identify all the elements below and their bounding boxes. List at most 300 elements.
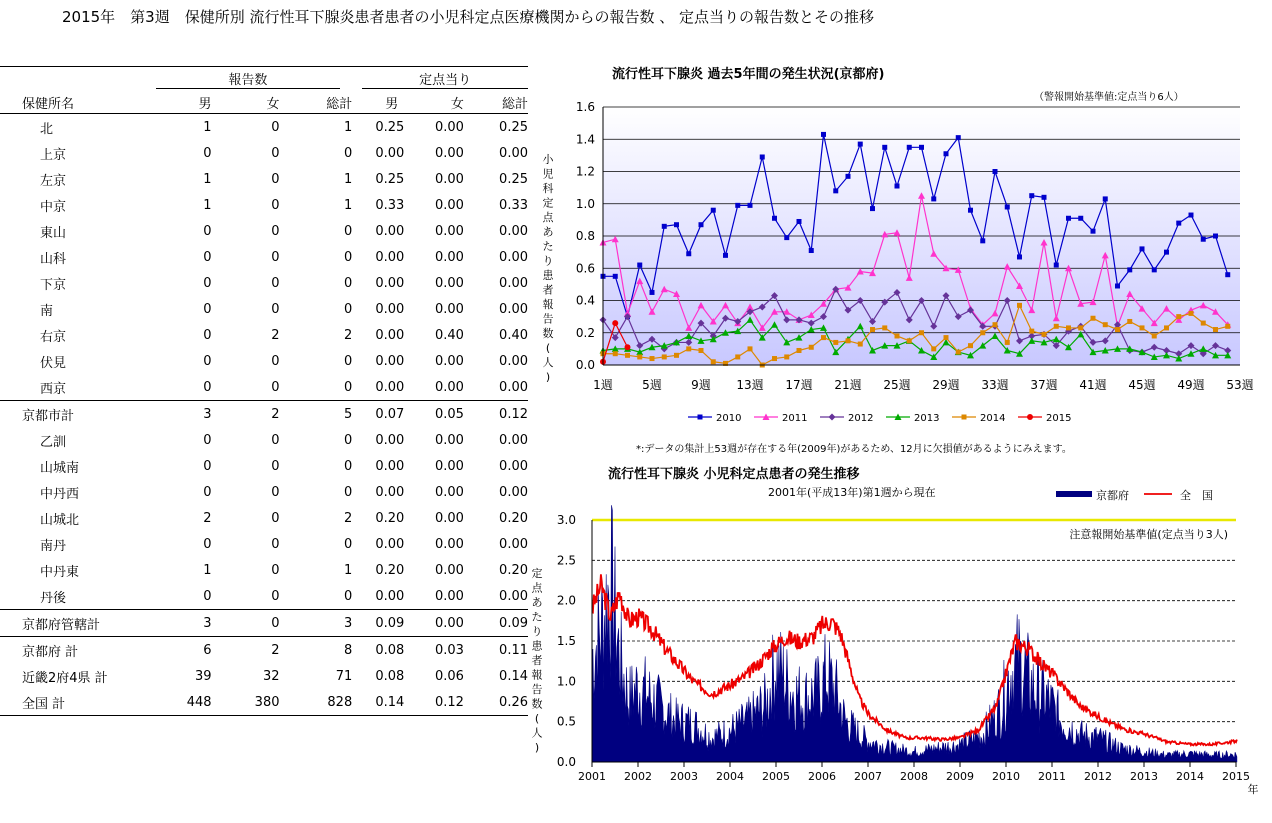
- row-name: 南: [40, 303, 54, 319]
- row-value: 0.00: [499, 145, 528, 161]
- svg-text:り: り: [531, 625, 543, 638]
- page-title: 2015年 第3週 保健所別 流行性耳下腺炎患者患者の小児科定点医療機関からの報告数 、 定点当りの報告数とその推移: [62, 8, 875, 26]
- row-value: 0.20: [499, 562, 528, 578]
- row-value: 1: [343, 197, 353, 213]
- row-name: 近畿2府4県 計: [22, 670, 108, 686]
- row-value: 1: [343, 119, 353, 135]
- row-value: 0.00: [434, 510, 464, 526]
- chart2-x-unit: 年: [1247, 783, 1259, 796]
- chart1-point: [797, 219, 802, 224]
- row-value: 0.25: [499, 119, 528, 135]
- row-value: 1: [203, 562, 212, 578]
- chart2-x-tick: 2014: [1176, 770, 1204, 783]
- chart1-x-tick: 13週: [736, 378, 764, 392]
- chart1-legend-label: 2012: [848, 413, 874, 424]
- row-value: 0: [203, 484, 212, 500]
- table-row: [0, 479, 528, 505]
- chart1-legend-label: 2011: [782, 413, 808, 424]
- row-value: 0.00: [375, 353, 405, 369]
- row-value: 0: [203, 353, 212, 369]
- chart1-point: [772, 356, 777, 361]
- row-value: 0: [343, 458, 353, 474]
- row-value: 0: [271, 119, 280, 135]
- chart1-point: [625, 353, 630, 358]
- chart1-legend-label: 2010: [716, 413, 742, 424]
- table-row: [0, 140, 528, 166]
- svg-text:告: 告: [542, 312, 554, 326]
- chart1-y-tick: 0.6: [575, 261, 595, 276]
- header-reports: 報告数: [156, 69, 341, 89]
- row-value: 0.00: [375, 275, 405, 291]
- chart1-point: [650, 356, 655, 361]
- row-value: 0: [271, 458, 280, 474]
- chart1-point: [748, 346, 753, 351]
- row-name: 東山: [40, 225, 67, 241]
- row-value: 0.00: [434, 145, 464, 161]
- chart1-point: [870, 206, 875, 211]
- row-value: 0: [271, 249, 280, 265]
- chart1-legend-label: 2014: [980, 413, 1006, 424]
- chart1-point: [870, 327, 875, 332]
- row-value: 0.07: [375, 406, 405, 422]
- svg-text:患: 患: [542, 269, 554, 282]
- chart1-point: [650, 290, 655, 295]
- row-name: 右京: [40, 329, 67, 345]
- chart1-x-tick: 37週: [1030, 378, 1058, 392]
- chart1-point: [1005, 340, 1010, 345]
- svg-text:): ): [545, 370, 551, 384]
- row-value: 0.33: [499, 197, 528, 213]
- chart1-footnote: *:データの集計上53週が存在する年(2009年)があるため、12月に欠損値があるようにみえます。: [636, 444, 1072, 455]
- chart1-point: [1091, 229, 1096, 234]
- chart1-point: [882, 145, 887, 150]
- chart1-point: [662, 224, 667, 229]
- table-row: [0, 453, 528, 479]
- row-name: 南丹: [40, 538, 67, 554]
- chart1-y-tick: 0.4: [575, 293, 595, 308]
- row-value: 0.08: [375, 642, 405, 658]
- chart2-legend-label: 京都府: [1096, 489, 1129, 502]
- row-value: 0.00: [434, 432, 464, 448]
- chart1-point: [907, 145, 912, 150]
- chart1-point: [1213, 234, 1218, 239]
- svg-text:科: 科: [542, 182, 554, 195]
- row-value: 0: [343, 249, 353, 265]
- chart1-point: [797, 348, 802, 353]
- row-value: 0: [271, 562, 280, 578]
- chart1-point: [858, 142, 863, 147]
- chart2-x-tick: 2005: [762, 770, 790, 783]
- chart1-point: [882, 325, 887, 330]
- row-name: 京都府管轄計: [0, 610, 156, 637]
- svg-text:報: 報: [531, 668, 543, 682]
- chart1-point: [956, 135, 961, 140]
- chart2-x-tick: 2012: [1084, 770, 1112, 783]
- chart1-point: [711, 208, 716, 213]
- chart2-x-tick: 2013: [1130, 770, 1158, 783]
- chart1-point: [809, 248, 814, 253]
- row-value: 0.00: [434, 353, 464, 369]
- chart1-y-tick: 1.6: [575, 100, 595, 114]
- chart1-point: [1225, 272, 1230, 277]
- chart2-legend-swatch-kyoto: [1056, 491, 1092, 497]
- chart1-point: [1103, 196, 1108, 201]
- chart1-x-tick: 5週: [642, 378, 662, 392]
- chart1-y-label: [543, 152, 555, 384]
- chart2-x-tick: 2004: [716, 770, 744, 783]
- row-value: 1: [203, 197, 212, 213]
- row-value: 0: [271, 301, 280, 317]
- row-value: 0.25: [375, 119, 405, 135]
- row-value: 0: [203, 327, 212, 343]
- chart2-subtitle: 2001年(平成13年)第1週から現在: [768, 486, 936, 499]
- chart1-point: [993, 322, 998, 327]
- chart1-point: [968, 208, 973, 213]
- chart1-point: [1201, 237, 1206, 242]
- row-value: 0.12: [499, 406, 528, 422]
- chart1-x-tick: 29週: [932, 378, 960, 392]
- row-value: 0.00: [434, 223, 464, 239]
- chart1-x-tick: 45週: [1128, 378, 1156, 392]
- row-value: 0: [343, 484, 353, 500]
- table-row: [0, 663, 528, 689]
- chart1-point: [613, 351, 618, 356]
- chart1-point: [1042, 332, 1047, 337]
- row-value: 0.00: [434, 458, 464, 474]
- table-row: [0, 689, 528, 716]
- row-value: 0: [343, 536, 353, 552]
- row-value: 0.00: [499, 458, 528, 474]
- chart1-x-tick: 25週: [883, 378, 911, 392]
- row-value: 0.00: [375, 536, 405, 552]
- column-header: 総計: [476, 91, 528, 114]
- column-header: 保健所名: [0, 91, 156, 114]
- row-value: 0.06: [434, 668, 464, 684]
- svg-text:り: り: [542, 254, 554, 268]
- row-value: 5: [343, 406, 353, 422]
- row-value: 0.00: [410, 610, 476, 637]
- chart1-legend-marker: [962, 415, 967, 420]
- row-value: 0: [271, 484, 280, 500]
- row-value: 0.20: [375, 562, 405, 578]
- svg-text:告: 告: [531, 683, 543, 696]
- svg-text:(: (: [534, 712, 540, 725]
- chart1-point: [1042, 195, 1047, 200]
- row-value: 0: [271, 510, 280, 526]
- chart1-point: [833, 340, 838, 345]
- chart1-point: [674, 353, 679, 358]
- svg-text:者: 者: [542, 283, 554, 297]
- row-value: 2: [343, 327, 353, 343]
- header-per-site: 定点当り: [362, 69, 528, 89]
- row-value: 0: [224, 374, 292, 401]
- chart1-point: [1115, 283, 1120, 288]
- table-row: [0, 114, 528, 141]
- chart1-point: [1066, 216, 1071, 221]
- row-value: 0: [271, 536, 280, 552]
- chart1-point: [858, 342, 863, 347]
- svg-text:患: 患: [531, 639, 543, 653]
- chart1-point: [1152, 267, 1157, 272]
- chart1-point: [1140, 325, 1145, 330]
- chart1-legend-marker: [829, 414, 836, 421]
- row-name: 山城南: [40, 460, 80, 476]
- row-value: 0: [343, 223, 353, 239]
- row-value: 71: [335, 668, 353, 684]
- row-name: 左京: [40, 173, 67, 189]
- svg-text:児: 児: [542, 167, 554, 181]
- chart1-legend-label: 2015: [1046, 413, 1072, 424]
- chart1-point: [895, 333, 900, 338]
- row-name: 乙訓: [40, 434, 67, 450]
- svg-text:あ: あ: [542, 225, 554, 239]
- chart1-point: [944, 335, 949, 340]
- row-value: 0.00: [375, 327, 405, 343]
- table-row: [0, 218, 528, 244]
- chart1-point: [1164, 250, 1169, 255]
- chart2-y-tick: 1.0: [556, 674, 576, 689]
- row-value: 0: [271, 145, 280, 161]
- row-value: 0: [271, 432, 280, 448]
- row-name: 上京: [40, 147, 67, 163]
- chart1-title: 流行性耳下腺炎 過去5年間の発生状況(京都府): [612, 67, 885, 82]
- chart1-point: [1017, 303, 1022, 308]
- chart1-point: [846, 338, 851, 343]
- svg-text:報: 報: [542, 298, 554, 311]
- row-value: 0.00: [499, 223, 528, 239]
- table-row: [0, 244, 528, 270]
- row-value: 0.00: [352, 583, 410, 610]
- svg-text:小: 小: [542, 153, 554, 166]
- table-row: [0, 296, 528, 322]
- row-name: 北: [40, 121, 54, 137]
- chart2-x-tick: 2010: [992, 770, 1020, 783]
- row-value: 0.00: [499, 275, 528, 291]
- chart1-y-tick: 0.0: [575, 358, 595, 372]
- chart1-point: [993, 169, 998, 174]
- row-value: 0: [156, 583, 224, 610]
- chart1-legend-marker: [1027, 414, 1033, 420]
- chart1-point: [1127, 319, 1132, 324]
- chart1-point: [784, 235, 789, 240]
- row-value: 0.00: [499, 301, 528, 317]
- row-value: 0: [224, 610, 292, 637]
- chart2-legend-label: 全 国: [1180, 489, 1213, 502]
- row-value: 0.40: [499, 327, 528, 343]
- chart1-point: [760, 154, 765, 159]
- chart1-point: [1201, 321, 1206, 326]
- chart1-point: [748, 203, 753, 208]
- chart1-point: [662, 354, 667, 359]
- svg-text:点: 点: [531, 581, 543, 595]
- chart2-y-tick: 3.0: [556, 513, 576, 527]
- row-value: 0.00: [434, 536, 464, 552]
- chart1-point: [833, 188, 838, 193]
- chart1-point: [931, 196, 936, 201]
- chart1-point: [980, 238, 985, 243]
- chart1-point: [846, 174, 851, 179]
- chart1-point: [1189, 213, 1194, 218]
- table-row: [0, 374, 528, 401]
- table-row: [0, 348, 528, 374]
- row-value: 0.00: [434, 197, 464, 213]
- svg-text:あ: あ: [531, 596, 543, 609]
- row-value: 0: [203, 145, 212, 161]
- row-value: 3: [292, 610, 353, 637]
- row-value: 0.00: [499, 353, 528, 369]
- chart1-point: [1152, 333, 1157, 338]
- row-value: 0.20: [375, 510, 405, 526]
- chart2-y-tick: 0.0: [556, 755, 576, 769]
- row-name: 中丹西: [40, 486, 80, 502]
- row-value: 0.00: [499, 432, 528, 448]
- svg-text:点: 点: [542, 211, 554, 224]
- chart1-x-tick: 33週: [981, 378, 1009, 392]
- table-row: [0, 531, 528, 557]
- row-value: 0.40: [434, 327, 464, 343]
- chart1-point: [919, 330, 924, 335]
- chart1-point: [699, 222, 704, 227]
- chart1-y-tick: 0.2: [575, 325, 595, 340]
- column-header: 女: [410, 91, 476, 114]
- chart1-point: [931, 346, 936, 351]
- row-value: 0.00: [375, 301, 405, 317]
- chart1-point: [1189, 311, 1194, 316]
- row-value: 0.00: [375, 145, 405, 161]
- row-value: 0: [203, 432, 212, 448]
- chart1-point: [968, 343, 973, 348]
- row-value: 0.00: [375, 484, 405, 500]
- chart1-point: [625, 344, 631, 350]
- row-value: 2: [271, 406, 280, 422]
- row-value: 0.00: [434, 484, 464, 500]
- row-value: 0.00: [476, 374, 528, 401]
- row-value: 0: [343, 353, 353, 369]
- row-name: 中丹東: [40, 564, 80, 580]
- row-value: 0: [203, 249, 212, 265]
- row-value: 0: [271, 353, 280, 369]
- chart1-point: [809, 345, 814, 350]
- chart1-point: [1176, 221, 1181, 226]
- chart1-x-tick: 53週: [1226, 378, 1254, 392]
- chart2-x-tick: 2001: [578, 770, 606, 783]
- chart1-legend-marker: [698, 415, 703, 420]
- row-value: 0.05: [434, 406, 464, 422]
- chart2-y-tick: 2.5: [556, 553, 576, 568]
- row-value: 0.00: [434, 301, 464, 317]
- chart1-point: [735, 203, 740, 208]
- row-value: 0: [203, 275, 212, 291]
- row-value: 0: [203, 536, 212, 552]
- row-value: 0.14: [352, 689, 410, 716]
- row-value: 1: [203, 119, 212, 135]
- chart1-point: [1213, 327, 1218, 332]
- table-row: [0, 505, 528, 531]
- row-value: 0: [271, 171, 280, 187]
- chart1-point: [944, 151, 949, 156]
- chart1-point: [674, 222, 679, 227]
- row-value: 0.11: [499, 642, 528, 658]
- row-value: 0.00: [410, 583, 476, 610]
- row-value: 0: [343, 432, 353, 448]
- chart1-point: [1054, 263, 1059, 268]
- chart2-x-tick: 2002: [624, 770, 652, 783]
- row-value: 3: [203, 406, 212, 422]
- row-value: 0.09: [476, 610, 528, 637]
- chart2-x-tick: 2015: [1222, 770, 1250, 783]
- chart1-point: [784, 354, 789, 359]
- row-value: 0.00: [410, 374, 476, 401]
- chart1-point: [956, 350, 961, 355]
- row-value: 0.12: [410, 689, 476, 716]
- row-value: 0.25: [375, 171, 405, 187]
- svg-text:数: 数: [531, 697, 543, 711]
- row-value: 828: [292, 689, 353, 716]
- table-row: [0, 637, 528, 664]
- chart-5year: [540, 60, 1254, 520]
- row-value: 0: [203, 458, 212, 474]
- row-value: 0: [271, 275, 280, 291]
- chart1-point: [1103, 322, 1108, 327]
- chart2-y-label: [532, 567, 544, 754]
- row-value: 0.09: [352, 610, 410, 637]
- chart1-point: [1164, 325, 1169, 330]
- chart1-point: [1078, 325, 1083, 330]
- row-value: 1: [343, 562, 353, 578]
- svg-text:数: 数: [542, 327, 554, 340]
- chart1-point: [637, 263, 642, 268]
- chart1-x-tick: 49週: [1177, 378, 1205, 392]
- row-name: 京都市計: [22, 408, 75, 424]
- column-header: 女: [224, 91, 292, 114]
- row-value: 0.08: [375, 668, 405, 684]
- chart2-x-tick: 2006: [808, 770, 836, 783]
- chart1-point: [735, 354, 740, 359]
- table-row: [0, 192, 528, 218]
- svg-text:定: 定: [531, 567, 543, 580]
- chart1-point: [1127, 267, 1132, 272]
- column-header: 総計: [292, 91, 353, 114]
- chart1-x-tick: 21週: [834, 378, 862, 392]
- row-value: 0.00: [476, 583, 528, 610]
- chart1-point: [1140, 246, 1145, 251]
- row-value: 0: [292, 374, 353, 401]
- table-row: [0, 557, 528, 583]
- row-name: 山城北: [40, 512, 80, 528]
- chart1-point: [612, 320, 618, 326]
- chart1-legend-label: 2013: [914, 413, 940, 424]
- row-value: 0: [203, 301, 212, 317]
- chart1-x-tick: 17週: [785, 378, 813, 392]
- row-value: 2: [271, 327, 280, 343]
- chart2-y-tick: 1.5: [556, 634, 576, 648]
- row-value: 0.26: [476, 689, 528, 716]
- chart2-x-tick: 2007: [854, 770, 882, 783]
- row-value: 0.03: [434, 642, 464, 658]
- chart1-point: [1225, 324, 1230, 329]
- row-value: 0: [343, 301, 353, 317]
- chart1-point: [1066, 325, 1071, 330]
- table-row: [0, 427, 528, 453]
- svg-text:人: 人: [542, 356, 554, 369]
- row-value: 0.00: [352, 374, 410, 401]
- svg-text:者: 者: [531, 654, 543, 667]
- row-value: 0: [224, 583, 292, 610]
- row-value: 0.00: [499, 249, 528, 265]
- chart1-point: [1017, 254, 1022, 259]
- chart1-point: [772, 216, 777, 221]
- row-value: 0.00: [375, 249, 405, 265]
